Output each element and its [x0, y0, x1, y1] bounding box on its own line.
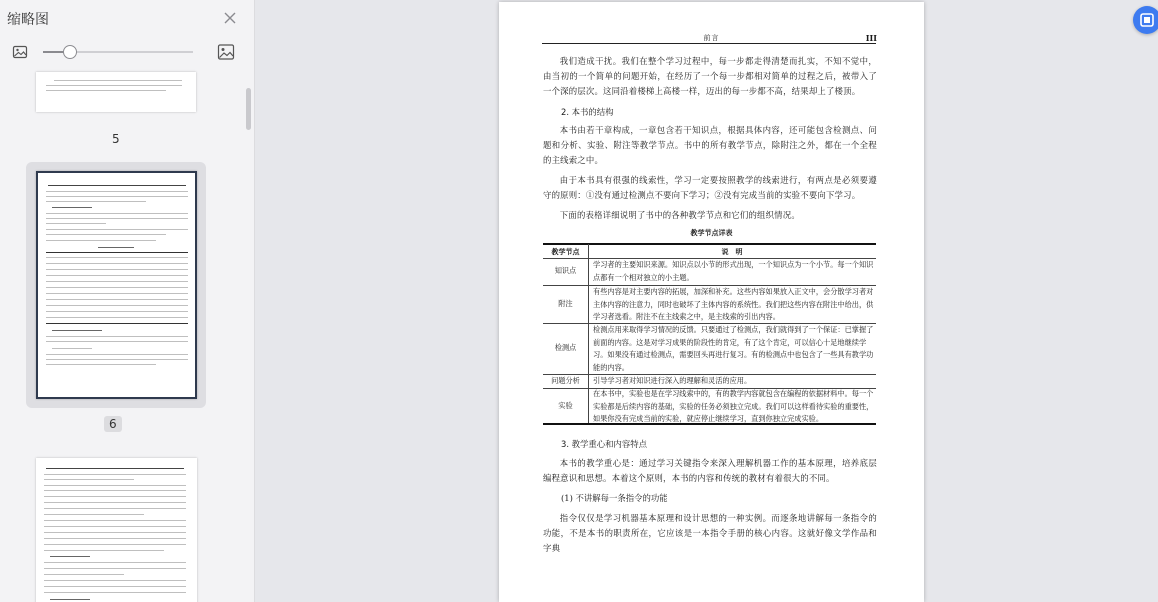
- thumbnail-scrollbar[interactable]: [246, 88, 251, 130]
- table-title: 教学节点详表: [690, 229, 733, 237]
- thumbnail-panel: [0, 0, 255, 602]
- image-small-icon[interactable]: [12, 44, 28, 60]
- table-cell-desc: 学习者的主要知识来源。知识点以小节的形式出现，一个知识点为一个小节。每一个知识点都有一个相对独立的小主题。: [593, 260, 874, 282]
- table-cell-node: 知识点: [554, 266, 577, 275]
- header-rule: [542, 43, 876, 44]
- table-cell-desc: 引导学习者对知识进行深入的理解和灵活的应用。: [593, 376, 752, 385]
- page-number: III: [865, 33, 877, 43]
- image-large-icon[interactable]: [217, 43, 235, 61]
- paragraph: 指令仅仅是学习机器基本原理和设计思想的一种实例。而逐条地讲解每一条指令的功能，不是本书的职责所在，它应该是一本指令手册的核心内容。这就好像文学作品和字典: [543, 513, 877, 553]
- paragraph: 本书的教学重心是：通过学习关键指令来深入理解机器工作的基本原理，培养底层编程意识和思想。本着这个原则，本书的内容和传统的教材有着很大的不同。: [543, 458, 877, 483]
- thumbnail-page-number: 5: [112, 132, 120, 146]
- document-page: [499, 2, 924, 602]
- table-cell-node: 附注: [558, 299, 573, 308]
- paragraph: 本书由若干章构成，一章包含若干知识点，根据具体内容，还可能包含检测点、问题和分析、实验、附注等教学节点。书中的所有教学节点，除附注之外，都在一个全程的主线索之中。: [543, 125, 877, 165]
- thumbnail-page-preview: [36, 458, 197, 602]
- panel-title: 缩略图: [7, 12, 49, 28]
- table-cell-node: 检测点: [554, 343, 577, 352]
- paragraph: 由于本书具有很强的线索性，学习一定要按照教学的线索进行，有两点是必须要遵守的原则：①没有通过检测点不要向下学习；②没有完成当前的实验不要向下学习。: [543, 175, 877, 200]
- paragraph: 我们造成干扰。我们在整个学习过程中，每一步都走得清楚而扎实，不知不觉中，由当初的一个简单的问题开始，在经历了一个每一步都相对简单的过程之后，被带入了一个深的层次。这同沿着楼梯上高楼一样，迈出的每一步都不高，结果却上了楼顶。: [543, 56, 877, 96]
- thumbnail-page-5[interactable]: [26, 72, 206, 122]
- table-bottom-rule: [543, 423, 876, 425]
- thumbnail-page-7[interactable]: [26, 448, 206, 602]
- section-heading: 3. 教学重心和内容特点: [561, 439, 648, 449]
- paragraph: 下面的表格详细说明了书中的各种教学节点和它们的组织情况。: [559, 210, 800, 220]
- table-header-desc: 说 明: [721, 248, 743, 256]
- table-top-rule: [543, 243, 876, 245]
- table-cell-desc: 检测点用来取得学习情况的反馈。只要通过了检测点，我们就得到了一个保证：已掌握了前面的内容。这是对学习成果的阶段性的肯定，有了这个肯定，可以信心十足地继续学习。如果没有通过检测点，需要回头再进行复习。有的检测点中也包含了一些具有教学功能的内容。: [593, 325, 874, 372]
- thumbnail-page-preview: [36, 72, 196, 112]
- screenshot-tool-button[interactable]: [1133, 6, 1158, 34]
- running-header-title: 前言: [703, 34, 720, 42]
- screenshot-tool-icon: [1133, 6, 1158, 34]
- table-cell-desc: 有些内容是对主要内容的拓展，加深和补充。这些内容如果放入正文中，会分散学习者对主体内容的注意力，同时也破坏了主体内容的系统性。我们把这些内容在附注中给出，供学习者选看。附注不在主线索之中，是主线索的引出内容。: [593, 287, 874, 322]
- close-icon[interactable]: [222, 10, 238, 26]
- thumbnail-size-handle[interactable]: [63, 45, 77, 59]
- subsection-heading: (1) 不讲解每一条指令的功能: [561, 493, 668, 503]
- table-header-node: 教学节点: [551, 248, 580, 256]
- table-cell-desc: 在本书中，实验也是在学习线索中的，有的教学内容就包含在编程的依据材料中。每一个实验都是后续内容的基础，实验的任务必须独立完成。我们可以这样看待实验的重要性，如果你没有完成当前的实验，就应停止继续学习，直到你独立完成实验。: [593, 389, 874, 424]
- thumbnail-page-preview: [36, 171, 197, 399]
- table-cell-node: 实验: [558, 401, 573, 410]
- table-column-rule: [588, 244, 589, 423]
- thumbnail-page-6[interactable]: [26, 162, 206, 408]
- section-heading: 2. 本书的结构: [561, 107, 614, 117]
- thumbnail-page-number: 6: [104, 416, 122, 432]
- table-cell-node: 问题分析: [551, 376, 580, 385]
